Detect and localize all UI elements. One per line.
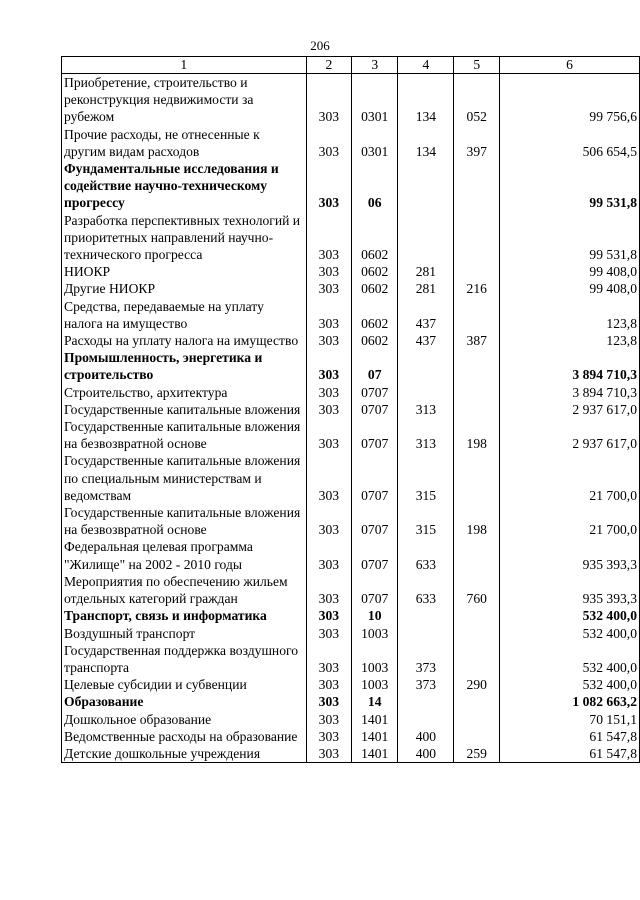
header-col-4: 4 [398,57,454,74]
header-col-5: 5 [454,57,499,74]
row-expense-type-cell [454,642,499,676]
row-target-article-cell [398,160,454,212]
row-chapter-cell: 303 [306,74,351,126]
row-name-cell: Приобретение, строительство и реконструкция недвижимости за рубежом [62,74,307,126]
row-name-cell: Государственные капитальные вложения на безвозвратной основе [62,504,307,538]
row-chapter-cell: 303 [306,504,351,538]
row-chapter-cell: 303 [306,126,351,160]
table-row [62,349,640,383]
table-row [62,642,640,676]
row-target-article-cell: 373 [398,642,454,676]
row-section-cell: 0602 [352,298,398,332]
row-chapter-cell: 303 [306,728,351,745]
row-name-cell: Транспорт, связь и информатика [62,607,307,624]
row-name-cell: Дошкольное образование [62,711,307,728]
row-name-cell: Целевые субсидии и субвенции [62,676,307,693]
row-chapter-cell: 303 [306,711,351,728]
table-row [62,728,640,745]
row-target-article-cell: 134 [398,126,454,160]
page-number: 206 [310,38,330,53]
row-name-cell: Промышленность, энергетика и строительство [62,349,307,383]
row-section-cell: 0707 [352,573,398,607]
row-target-article-cell: 400 [398,728,454,745]
row-section-cell: 1003 [352,625,398,642]
row-chapter-cell: 303 [306,280,351,297]
row-amount-cell: 532 400,0 [499,676,639,693]
row-expense-type-cell [454,452,499,504]
row-expense-type-cell [454,607,499,624]
row-name-cell: Прочие расходы, не отнесенные к другим видам расходов [62,126,307,160]
row-section-cell: 0707 [352,538,398,572]
row-amount-cell: 2 937 617,0 [499,418,639,452]
row-name-cell: Государственные капитальные вложения по специальным министерствам и ведомствам [62,452,307,504]
row-chapter-cell: 303 [306,349,351,383]
row-amount-cell: 99 408,0 [499,280,639,297]
row-amount-cell: 70 151,1 [499,711,639,728]
table-row [62,74,640,126]
row-expense-type-cell [454,263,499,280]
table-row [62,504,640,538]
row-expense-type-cell: 052 [454,74,499,126]
row-target-article-cell [398,625,454,642]
row-expense-type-cell: 387 [454,332,499,349]
row-chapter-cell: 303 [306,332,351,349]
row-expense-type-cell: 216 [454,280,499,297]
row-section-cell: 0602 [352,280,398,297]
row-target-article-cell: 281 [398,263,454,280]
row-target-article-cell: 633 [398,538,454,572]
row-name-cell: Воздушный транспорт [62,625,307,642]
row-expense-type-cell [454,401,499,418]
table-row [62,452,640,504]
row-section-cell: 14 [352,693,398,710]
row-amount-cell: 532 400,0 [499,625,639,642]
row-name-cell: Средства, передаваемые на уплату налога на имущество [62,298,307,332]
row-name-cell: Другие НИОКР [62,280,307,297]
row-name-cell: Разработка перспективных технологий и приоритетных направлений научно-технического прогресса [62,212,307,264]
row-target-article-cell: 400 [398,745,454,763]
row-expense-type-cell [454,538,499,572]
row-name-cell: Образование [62,693,307,710]
table-row [62,711,640,728]
table-row [62,160,640,212]
row-chapter-cell: 303 [306,263,351,280]
row-section-cell: 0707 [352,452,398,504]
header-col-6: 6 [499,57,639,74]
row-target-article-cell: 437 [398,298,454,332]
row-chapter-cell: 303 [306,538,351,572]
row-section-cell: 0602 [352,263,398,280]
row-amount-cell: 1 082 663,2 [499,693,639,710]
row-expense-type-cell [454,728,499,745]
table-row [62,745,640,763]
row-chapter-cell: 303 [306,573,351,607]
row-section-cell: 0707 [352,384,398,401]
table-row [62,401,640,418]
row-name-cell: Федеральная целевая программа "Жилище" на 2002 - 2010 годы [62,538,307,572]
table-row [62,538,640,572]
row-chapter-cell: 303 [306,401,351,418]
row-amount-cell: 123,8 [499,298,639,332]
table-row [62,693,640,710]
row-target-article-cell: 315 [398,452,454,504]
row-expense-type-cell: 198 [454,418,499,452]
header-col-1: 1 [62,57,307,74]
row-amount-cell: 61 547,8 [499,728,639,745]
table-row [62,676,640,693]
row-chapter-cell: 303 [306,212,351,264]
row-chapter-cell: 303 [306,676,351,693]
row-name-cell: Ведомственные расходы на образование [62,728,307,745]
row-name-cell: Государственные капитальные вложения на безвозвратной основе [62,418,307,452]
row-target-article-cell: 315 [398,504,454,538]
row-chapter-cell: 303 [306,642,351,676]
table-row [62,298,640,332]
row-amount-cell: 99 531,8 [499,160,639,212]
row-section-cell: 0707 [352,418,398,452]
budget-table [61,56,640,763]
row-chapter-cell: 303 [306,607,351,624]
table-row [62,607,640,624]
row-target-article-cell: 373 [398,676,454,693]
table-row [62,625,640,642]
row-target-article-cell: 313 [398,418,454,452]
row-amount-cell: 3 894 710,3 [499,349,639,383]
table-row [62,418,640,452]
row-expense-type-cell [454,384,499,401]
row-name-cell: Детские дошкольные учреждения [62,745,307,763]
row-amount-cell: 99 531,8 [499,212,639,264]
row-expense-type-cell [454,298,499,332]
row-section-cell: 0301 [352,126,398,160]
row-section-cell: 1401 [352,728,398,745]
row-section-cell: 06 [352,160,398,212]
row-amount-cell: 3 894 710,3 [499,384,639,401]
row-amount-cell: 532 400,0 [499,607,639,624]
row-target-article-cell [398,693,454,710]
row-amount-cell: 532 400,0 [499,642,639,676]
row-chapter-cell: 303 [306,693,351,710]
row-name-cell: Фундаментальные исследования и содействие научно-техническому прогрессу [62,160,307,212]
row-expense-type-cell [454,160,499,212]
row-target-article-cell: 313 [398,401,454,418]
row-chapter-cell: 303 [306,745,351,763]
header-row [62,57,640,74]
row-expense-type-cell: 397 [454,126,499,160]
row-name-cell: Мероприятия по обеспечению жильем отдельных категорий граждан [62,573,307,607]
row-target-article-cell: 633 [398,573,454,607]
row-name-cell: Государственная поддержка воздушного транспорта [62,642,307,676]
row-target-article-cell [398,384,454,401]
table-row [62,212,640,264]
row-target-article-cell [398,349,454,383]
row-amount-cell: 61 547,8 [499,745,639,763]
row-target-article-cell: 134 [398,74,454,126]
row-expense-type-cell [454,711,499,728]
row-name-cell: Государственные капитальные вложения [62,401,307,418]
row-section-cell: 1401 [352,711,398,728]
row-amount-cell: 2 937 617,0 [499,401,639,418]
table-row [62,384,640,401]
table-body [62,74,640,763]
row-amount-cell: 21 700,0 [499,452,639,504]
row-expense-type-cell: 259 [454,745,499,763]
row-chapter-cell: 303 [306,384,351,401]
row-target-article-cell [398,212,454,264]
row-target-article-cell: 437 [398,332,454,349]
table-row [62,126,640,160]
row-section-cell: 0602 [352,212,398,264]
row-amount-cell: 99 408,0 [499,263,639,280]
row-expense-type-cell [454,625,499,642]
row-section-cell: 0707 [352,401,398,418]
row-section-cell: 1003 [352,642,398,676]
header-col-3: 3 [352,57,398,74]
row-expense-type-cell: 198 [454,504,499,538]
row-section-cell: 0301 [352,74,398,126]
row-amount-cell: 935 393,3 [499,573,639,607]
header-col-2: 2 [306,57,351,74]
table-row [62,280,640,297]
row-expense-type-cell [454,212,499,264]
row-section-cell: 07 [352,349,398,383]
row-name-cell: Расходы на уплату налога на имущество [62,332,307,349]
table-row [62,263,640,280]
table-row [62,332,640,349]
row-expense-type-cell: 290 [454,676,499,693]
row-amount-cell: 123,8 [499,332,639,349]
row-expense-type-cell [454,693,499,710]
row-amount-cell: 99 756,6 [499,74,639,126]
row-name-cell: Строительство, архитектура [62,384,307,401]
row-chapter-cell: 303 [306,625,351,642]
row-expense-type-cell: 760 [454,573,499,607]
row-chapter-cell: 303 [306,418,351,452]
row-amount-cell: 935 393,3 [499,538,639,572]
row-amount-cell: 506 654,5 [499,126,639,160]
row-section-cell: 10 [352,607,398,624]
row-target-article-cell: 281 [398,280,454,297]
row-section-cell: 1401 [352,745,398,763]
row-amount-cell: 21 700,0 [499,504,639,538]
row-expense-type-cell [454,349,499,383]
row-section-cell: 1003 [352,676,398,693]
row-chapter-cell: 303 [306,160,351,212]
row-target-article-cell [398,711,454,728]
row-chapter-cell: 303 [306,452,351,504]
row-target-article-cell [398,607,454,624]
table-row [62,573,640,607]
row-section-cell: 0602 [352,332,398,349]
row-chapter-cell: 303 [306,298,351,332]
row-name-cell: НИОКР [62,263,307,280]
row-section-cell: 0707 [352,504,398,538]
